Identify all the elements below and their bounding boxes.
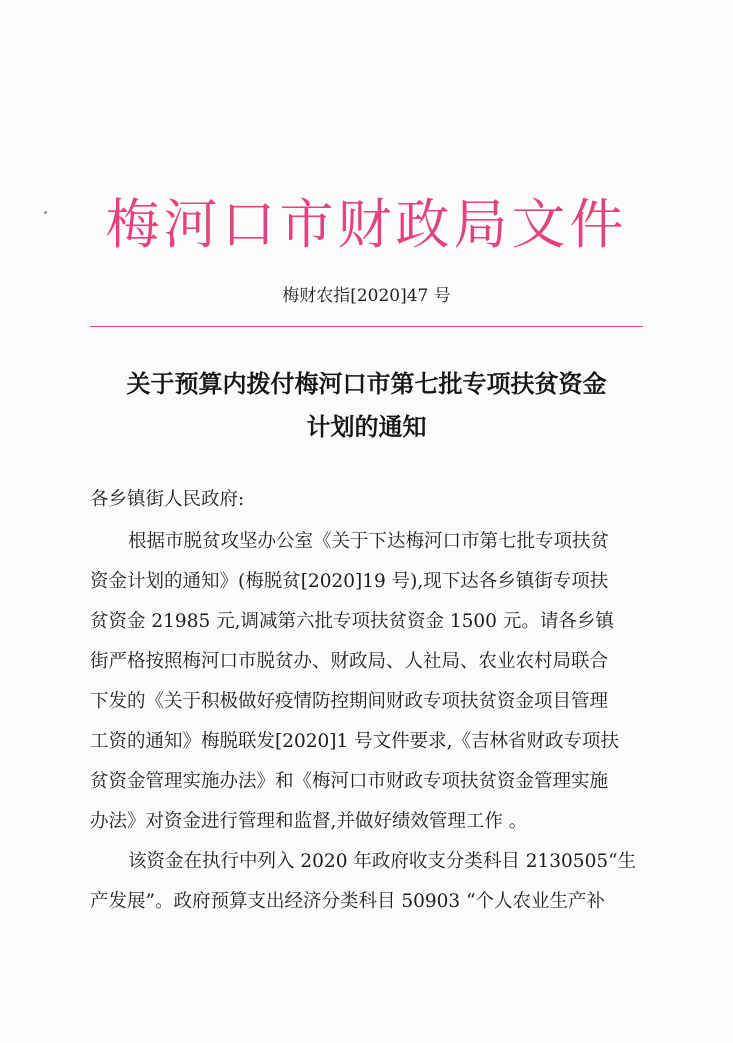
document-header-title: 梅河口市财政局文件 <box>105 193 628 256</box>
body-line: 街严格按照梅河口市脱贫办、财政局、人社局、农业农村局联合 <box>90 651 609 672</box>
salutation: 各乡镇街人民政府: <box>90 489 245 510</box>
document-number: 梅财农指[2020]47 号 <box>282 286 451 306</box>
body-line: 该资金在执行中列入 2020 年政府收支分类科目 2130505“生 <box>128 851 637 872</box>
body-line: 根据市脱贫攻坚办公室《关于下达梅河口市第七批专项扶贫 <box>128 531 610 552</box>
subject-line: 关于预算内拨付梅河口市第七批专项扶贫资金 <box>126 369 607 398</box>
body-line: 工资的通知》梅脱联发[2020]1 号文件要求,《吉林省财政专项扶 <box>90 731 620 752</box>
notice-subject <box>0 362 733 448</box>
body-line: 贫资金管理实施办法》和《梅河口市财政专项扶贫资金管理实施 <box>90 771 609 792</box>
header-divider-line <box>90 326 643 327</box>
body-line: 产发展”。政府预算支出经济分类科目 50903 “个人农业生产补 <box>90 891 606 912</box>
body-line: 办法》对资金进行管理和监督,并做好绩效管理工作 。 <box>90 811 528 832</box>
subject-line: 计划的通知 <box>306 412 427 441</box>
body-line: 贫资金 21985 元,调减第六批专项扶贫资金 1500 元。请各乡镇 <box>90 611 614 632</box>
body-line: 下发的《关于积极做好疫情防控期间财政专项扶贫资金项目管理 <box>90 691 609 712</box>
body-line: 资金计划的通知》(梅脱贫[2020]19 号),现下达各乡镇街专项扶 <box>90 571 609 592</box>
